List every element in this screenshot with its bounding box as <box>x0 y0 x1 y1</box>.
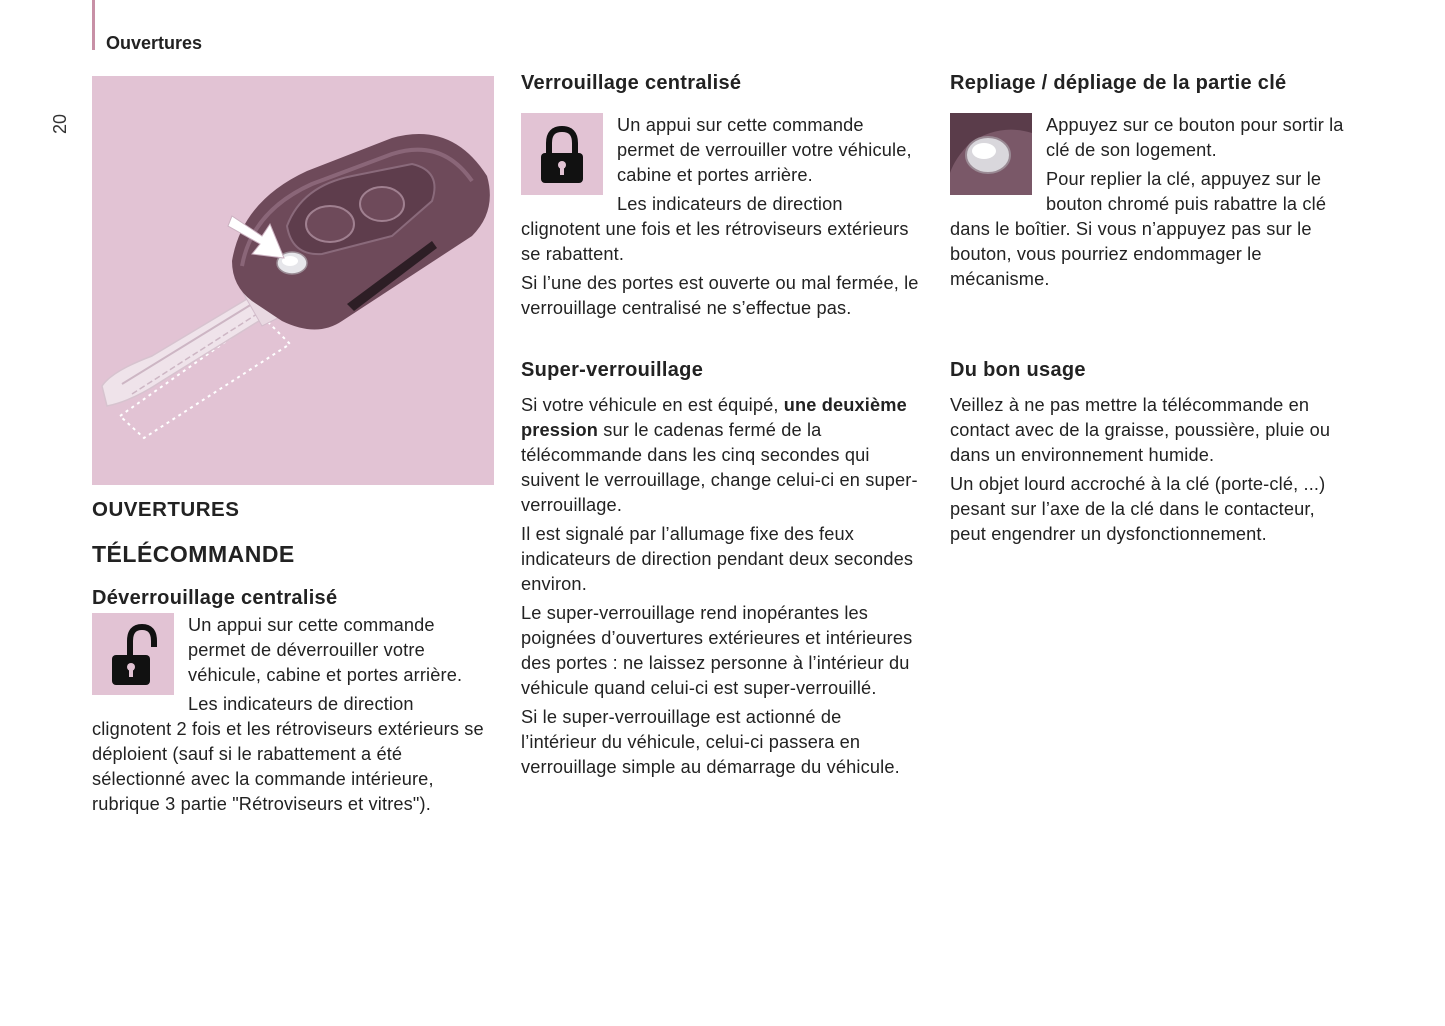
section-label: Ouvertures <box>106 33 203 53</box>
lock-heading: Verrouillage centralisé <box>521 72 742 94</box>
fold-text-2: Pour replier la clé, appuyez sur le bouton chromé puis rabattre la clé dans le boîtier. Si vous n’appuyez pas sur le bouton, vous pourriez endommager le mécanisme. <box>950 169 1327 289</box>
super-lock-text-4: Si le super-verrouillage est actionné de l’intérieur du véhicule, celui-ci passera en verrouillage simple au démarrage du véhicule. <box>521 707 900 777</box>
super-lock-text-3: Le super-verrouillage rend inopérantes les poignées d’ouvertures extérieures et intérieures des portes : ne laissez personne à l’intérieur du véhicule quand celui-ci est super-verrouillé. <box>521 603 913 698</box>
unlock-text-2: Les indicateurs de direction clignotent 2 fois et les rétroviseurs extérieurs se déploient (sauf si le rabattement a été sélectionné avec la commande intérieure, rubrique 3 partie "Rétroviseurs et vitres"). <box>92 694 484 814</box>
usage-text-1: Veillez à ne pas mettre la télécommande en contact avec de la graisse, poussière, pluie ou dans un environnement humide. <box>950 395 1331 465</box>
header-rule <box>92 0 95 50</box>
usage-heading: Du bon usage <box>950 359 1086 381</box>
key-remote-illustration <box>92 76 494 485</box>
super-lock-heading: Super-verrouillage <box>521 359 704 381</box>
chrome-button-icon <box>950 113 1032 195</box>
fold-heading: Repliage / dépliage de la partie clé <box>950 72 1287 94</box>
lock-text-1: Un appui sur cette commande permet de verrouiller votre véhicule, cabine et portes arrière. <box>617 115 912 185</box>
usage-text-2: Un objet lourd accroché à la clé (porte-clé, ...) pesant sur l’axe de la clé dans le contacteur, peut engendrer un dysfonctionnement. <box>950 474 1326 544</box>
super-lock-text-2: Il est signalé par l’allumage fixe des feux indicateurs de direction pendant deux secondes environ. <box>521 524 914 594</box>
unlocked-padlock-icon <box>92 613 174 695</box>
subsection-title: TÉLÉCOMMANDE <box>92 541 295 567</box>
locked-padlock-icon <box>521 113 603 195</box>
unlock-text-1: Un appui sur cette commande permet de déverrouiller votre véhicule, cabine et portes arrière. <box>188 615 463 685</box>
super-lock-text-1: Si votre véhicule en est équipé, une deuxième pression sur le cadenas fermé de la télécommande dans les cinq secondes qui suivent le verrouillage, change celui-ci en super-verrouillage. <box>521 395 918 515</box>
lock-text-3: Si l’une des portes est ouverte ou mal fermée, le verrouillage centralisé ne s’effectue pas. <box>521 273 919 318</box>
section-title: OUVERTURES <box>92 498 240 521</box>
lock-text-2: Les indicateurs de direction clignotent une fois et les rétroviseurs extérieurs se rabattent. <box>521 194 909 264</box>
unlock-heading: Déverrouillage centralisé <box>92 587 338 609</box>
fold-text-1: Appuyez sur ce bouton pour sortir la clé de son logement. <box>1046 115 1344 160</box>
page-number: 20 <box>50 113 70 135</box>
